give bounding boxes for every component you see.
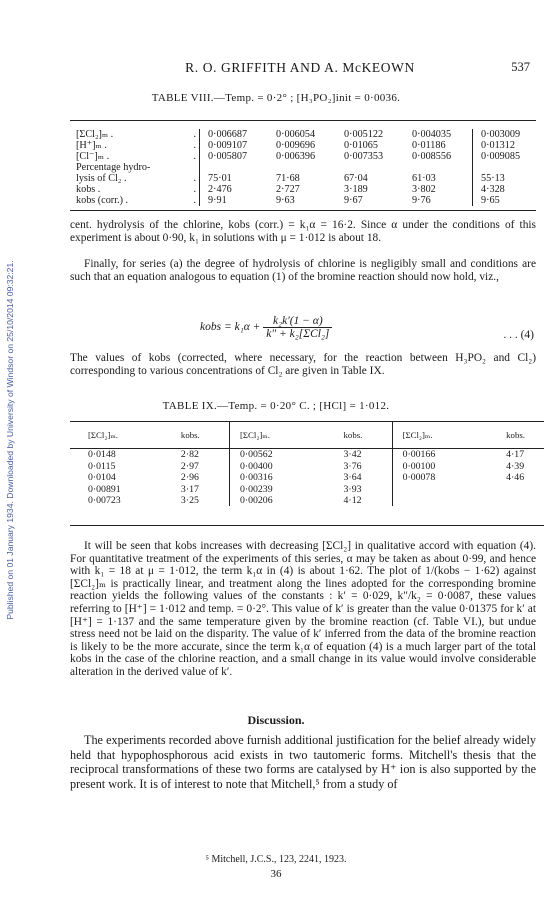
paragraph-4-text: It will be seen that kobs increases with decreasing [ΣCl₂] in qualitative accord with equation (4). For quantitative treatment of the experiments of this series, α may be taken as about 0·99, and hence with k₁ = 18 at μ = 1·012, the term k₁α in (4) is about 1·62. The plot of 1/(kobs − 1·62) against [ΣCl₂]ₘ is practically linear, and treatment along the lines adopted for the corresponding bromine reaction yields the following values of the constants : k′ = 0·029, k″/k₂ = 0·0087, these values referring to [H⁺] = 1·012 and temp. = 0·2°. This value of k′ is greater than the value 0·01375 for k′ at [H⁺] = 1·137 and the same temperature given by the bromine reaction (cf. Table VI.), but undue stress need not be laid on the disparity. The value of k′ inferred from the data of the bromine reaction is likely to be the more accurate, since the term k₁α of equation (4) is a much larger part of the total kobs in the case of the chlorine reaction, and a small change in its value would involve considerable alteration in the derived value of k′. xyxy=(70,540,536,678)
table9-row xyxy=(70,472,544,483)
table9-cell: 2·82 xyxy=(181,449,230,460)
equation-number: . . . (4) xyxy=(503,329,534,341)
table9-cell: 0·00166 xyxy=(402,449,436,461)
table8-cell xyxy=(336,162,404,173)
table8-cell: 9·63 xyxy=(276,195,295,206)
paragraph-2-text: Finally, for series (a) the degree of hydrolysis of chlorine is negligibly small and conditions are such that an equation analogous to equation (1) of the bromine reaction should now hold, viz., xyxy=(70,258,536,283)
table8-cell: 0·01186 xyxy=(404,140,473,151)
table8-row-label: [ΣCl₂]ₘ . xyxy=(76,129,114,140)
equation-fraction xyxy=(263,315,332,340)
paragraph-4 xyxy=(70,540,536,679)
table9-cell: 2·96 xyxy=(181,472,230,483)
table9-cell: 0·00723 xyxy=(88,495,121,507)
table8-cell: 0·006687 xyxy=(208,129,248,140)
table9-cell: 0·00891 xyxy=(88,483,121,495)
table8-row xyxy=(76,173,541,184)
table8-row-label: Percentage hydro- xyxy=(76,162,151,173)
table9-cell: 3·17 xyxy=(181,484,230,495)
table8-cell xyxy=(473,162,542,173)
table9-header: [ΣCl₂]ₘ. xyxy=(402,430,433,440)
table8-cell: 0·01312 xyxy=(481,140,515,151)
table8-cell: 2·727 xyxy=(276,184,300,195)
table8-row-dots: . xyxy=(186,195,200,206)
table8-cell: 9·76 xyxy=(404,195,473,206)
table9-cell: 4·17 xyxy=(506,449,525,461)
table8-cell: 9·67 xyxy=(344,195,363,206)
table8-cell: 55·13 xyxy=(481,173,505,184)
table9-bottom-rule xyxy=(70,525,544,526)
table9-cell: 0·0104 xyxy=(88,472,116,484)
table8-row-label: lysis of Cl₂ . xyxy=(76,173,127,184)
table8-cell: 0·006054 xyxy=(276,129,316,140)
table9-cell: 0·0148 xyxy=(88,449,116,461)
table8-cell: 0·007353 xyxy=(344,151,384,162)
table8-cell: 0·006396 xyxy=(276,151,316,162)
table8-cell: 0·003009 xyxy=(481,129,521,140)
table8-row-label: [H⁺]ₘ . xyxy=(76,140,107,151)
table9-header: kobs. xyxy=(506,430,525,440)
table9-row xyxy=(70,449,544,460)
equation-numerator: k₂k′(1 − α) xyxy=(263,315,332,328)
table8-cell: 71·68 xyxy=(276,173,300,184)
table8-cell: 0·009085 xyxy=(481,151,521,162)
table9-row xyxy=(70,484,544,495)
table8-row xyxy=(76,129,541,140)
page-header xyxy=(70,60,530,80)
table9-cell: 0·0115 xyxy=(88,460,116,472)
table9-header: [ΣCl₂]ₘ. xyxy=(239,430,270,440)
table8-top-rule xyxy=(70,120,536,121)
table8-row-label: kobs . xyxy=(76,184,101,195)
table9-cell: 0·00206 xyxy=(239,495,273,507)
table8-row xyxy=(76,195,541,206)
table8-cell: 67·04 xyxy=(344,173,368,184)
table8-cell: 4·328 xyxy=(481,184,505,195)
download-notice xyxy=(4,120,16,760)
table8-cell: 9·65 xyxy=(481,195,500,206)
table9-cell xyxy=(506,484,544,495)
table8-row-dots: . xyxy=(186,151,200,162)
table8-cell: 0·004035 xyxy=(404,129,473,140)
table8-caption: TABLE VIII.—Temp. = 0·2° ; [H₃PO₂]init = 0·0036. xyxy=(151,92,401,104)
running-head: R. O. GRIFFITH AND A. McKEOWN xyxy=(185,60,415,75)
table9-cell: 0·00100 xyxy=(402,460,436,472)
table9-header: [ΣCl₂]ₘ. xyxy=(88,430,118,440)
table8-cell xyxy=(200,162,269,173)
table-viii xyxy=(76,129,541,206)
table8-row xyxy=(76,151,541,162)
footnote: ⁵ Mitchell, J.C.S., 123, 2241, 1923. xyxy=(205,854,347,865)
table8-row-dots: . xyxy=(186,173,200,184)
table8-row-label: [Cl⁻]ₘ . xyxy=(76,151,110,162)
table8-cell: 2·476 xyxy=(208,184,232,195)
table8-cell: 61·03 xyxy=(404,173,473,184)
paragraph-2 xyxy=(70,258,536,283)
table9-header: kobs. xyxy=(181,422,230,449)
table8-cell: 3·189 xyxy=(344,184,368,195)
discussion-heading: Discussion. xyxy=(247,713,305,727)
table8-row-dots: . xyxy=(186,129,200,140)
table8-cell: 9·91 xyxy=(208,195,227,206)
equation-4 xyxy=(200,315,332,340)
paragraph-5-text: The experiments recorded above furnish additional justification for the belief already widely held that hypophosphorous acid exists in two tautomeric forms. Mitchell's thesis that the reciprocal transformations of these two forms are catalysed by H⁺ ion is also supported by the present work. It is of interest to note that Mitchell,⁵ from a study of xyxy=(70,733,536,791)
table8-cell: 0·005122 xyxy=(344,129,384,140)
table8-cell: 0·005807 xyxy=(208,151,248,162)
paragraph-3 xyxy=(70,352,536,377)
paragraph-1-text: cent. hydrolysis of the chlorine, kobs (corr.) = k₁α = 16·2. Since α under the conditions of this experiment is about 0·90, k₁ in solutions with μ = 1·012 is about 18. xyxy=(70,219,536,244)
table9-cell: 3·25 xyxy=(181,495,230,506)
table9-header-rule xyxy=(70,448,544,449)
table9-cell: 3·93 xyxy=(344,484,393,495)
table9-cell: 4·46 xyxy=(506,472,525,484)
paragraph-1 xyxy=(70,219,536,244)
table8-row-dots: . xyxy=(186,184,200,195)
table8-cell: 0·009696 xyxy=(276,140,316,151)
table8-row-label: kobs (corr.) . xyxy=(76,195,129,206)
table9-cell: 4·39 xyxy=(506,460,525,472)
table9-cell: 0·00078 xyxy=(402,472,436,484)
table8-cell: 75·01 xyxy=(208,173,232,184)
table9-cell: 0·00239 xyxy=(239,483,273,495)
table-ix xyxy=(70,422,544,506)
table8-bottom-rule xyxy=(70,210,536,211)
table9-header: kobs. xyxy=(344,422,393,449)
table9-cell: 3·42 xyxy=(344,449,393,460)
table9-row xyxy=(70,495,544,506)
table8-row-dots: . xyxy=(186,140,200,151)
table8-cell: 0·01065 xyxy=(344,140,378,151)
table8-cell: 0·008556 xyxy=(404,151,473,162)
equation-denominator: k″ + k₂[ΣCl₂] xyxy=(266,328,330,340)
table8-cell xyxy=(268,162,336,173)
table8-row xyxy=(76,184,541,195)
page-number: 537 xyxy=(511,60,530,74)
table9-cell: 0·00400 xyxy=(239,460,273,472)
equation-lhs: kobs = k₁α + xyxy=(200,321,261,334)
table9-cell: 3·76 xyxy=(344,461,393,472)
table9-cell: 4·12 xyxy=(344,495,393,506)
paragraph-5 xyxy=(70,733,536,791)
table9-cell xyxy=(506,495,544,506)
table8-cell: 0·009107 xyxy=(208,140,248,151)
table9-cell: 0·00562 xyxy=(239,449,273,461)
table9-cell xyxy=(392,484,506,495)
table9-cell: 3·64 xyxy=(344,472,393,483)
table9-cell: 0·00316 xyxy=(239,472,273,484)
paragraph-3-text: The values of kobs (corrected, where necessary, for the reaction between H₃PO₂ and Cl₂) corresponding to various concentrations of Cl₂ are given in Table IX. xyxy=(70,352,536,377)
table8-row xyxy=(76,140,541,151)
table8-row xyxy=(76,162,541,173)
table9-cell: 2·97 xyxy=(181,461,230,472)
download-notice-text: Published on 01 January 1934. Downloaded by University of Windsor on 25/10/2014 09:32:21. xyxy=(5,260,15,620)
table8-cell: 3·802 xyxy=(404,184,473,195)
table9-row xyxy=(70,461,544,472)
table9-cell xyxy=(392,495,506,506)
signature-mark: 36 xyxy=(270,868,282,880)
table8-row-dots xyxy=(186,162,200,173)
table9-caption: TABLE IX.—Temp. = 0·20° C. ; [HCl] = 1·012. xyxy=(162,400,390,412)
table8-cell xyxy=(404,162,473,173)
